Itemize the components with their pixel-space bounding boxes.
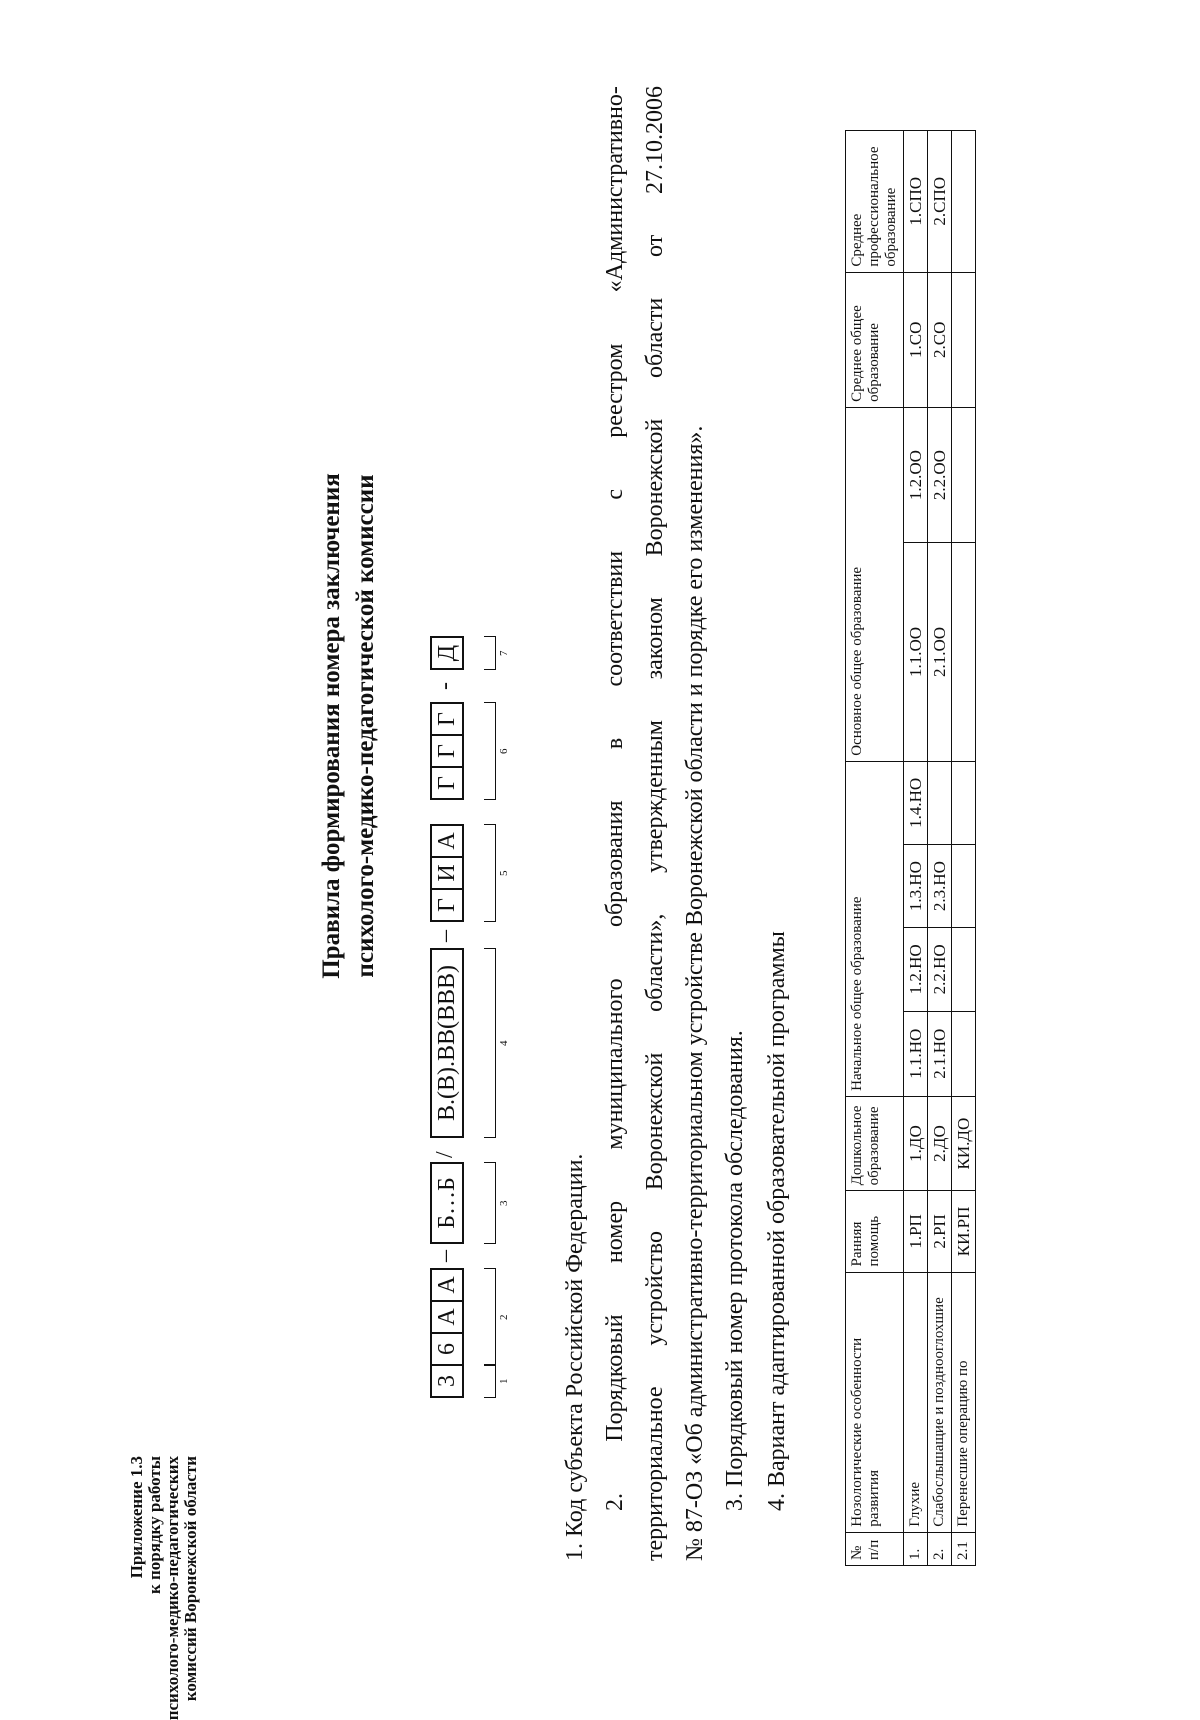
bracket-number: 2 [498, 1314, 510, 1320]
code-separator: - [432, 682, 458, 690]
row-nosology: Слабослышащие и позднооглохшие [928, 1272, 952, 1532]
item-2-word: номер [602, 1200, 628, 1264]
table-cell [952, 272, 976, 407]
appendix-line-1: Приложение 1.3 [127, 1456, 146, 1579]
code-box: Г [430, 766, 464, 800]
bracket-number: 1 [498, 1378, 510, 1384]
header-nosology: Нозологические особенности развития [846, 1272, 904, 1532]
bracket-3 [484, 1162, 496, 1244]
code-box: И [430, 856, 464, 890]
table-cell: 2.3.НО [928, 845, 952, 928]
title-line-1: Правила формирования номера заключения [318, 473, 345, 979]
header-primary: Начальное общее образование [846, 761, 904, 1096]
table-cell [928, 761, 952, 844]
code-box: 6 [430, 1332, 464, 1366]
table-cell: КИ.РП [952, 1191, 976, 1272]
item-2-word: с [602, 488, 628, 500]
table-cell: 1.1.НО [904, 1011, 928, 1096]
bracket-number: 5 [498, 870, 510, 876]
row-num: 2.1 [952, 1532, 976, 1565]
item-2-word: «Административно- [602, 86, 628, 293]
table-cell: 1.2.НО [904, 928, 928, 1011]
table-cell: 1.2.ОО [904, 407, 928, 542]
header-secondary: Среднее общее образование [846, 272, 904, 407]
row-num: 2. [928, 1532, 952, 1565]
item-2-word: 27.10.2006 [642, 86, 668, 195]
table-cell: 1.1.ОО [904, 543, 928, 762]
table-cell [952, 543, 976, 762]
header-num: № п/п [846, 1532, 904, 1565]
item-2-word: области», [642, 913, 668, 1012]
table-cell: 2.2.НО [928, 928, 952, 1011]
table-header-row [846, 131, 904, 1566]
item-1: 1. Код субъекта Российской Федерации. [562, 1153, 588, 1561]
bracket-number: 6 [498, 748, 510, 754]
table-cell [952, 845, 976, 928]
table-row [904, 131, 928, 1566]
header-preschool: Дошкольное образование [846, 1096, 904, 1191]
table-cell: 1.РП [904, 1191, 928, 1272]
header-early-help: Ранняя помощь [846, 1191, 904, 1272]
row-num: 1. [904, 1532, 928, 1565]
table-cell [952, 407, 976, 542]
code-box: А [430, 824, 464, 858]
item-2-word: муниципального [602, 978, 628, 1150]
item-3: 3. Порядковый номер протокола обследования. [722, 1030, 748, 1511]
item-2-word: законом [642, 597, 668, 680]
code-separator: / [432, 1151, 458, 1158]
table-row [928, 131, 952, 1566]
row-nosology: Глухие [904, 1272, 928, 1532]
bracket-1 [484, 1364, 496, 1398]
table-cell: 2.РП [928, 1191, 952, 1272]
row-nosology: Перенесшие операцию по [952, 1272, 976, 1532]
table-row [952, 131, 976, 1566]
title-line-2: психолого-медико-педагогической комиссии [352, 474, 379, 978]
bracket-number: 4 [498, 1040, 510, 1046]
item-2-word: устройство [642, 1231, 668, 1346]
code-box: А [430, 1268, 464, 1302]
item-2-word: 2. [602, 1493, 628, 1511]
item-2-line-1 [600, 86, 630, 1511]
bracket-number: 3 [498, 1200, 510, 1206]
aop-variants-table [845, 130, 976, 1566]
table-cell: 1.СПО [904, 131, 928, 273]
table-cell [952, 131, 976, 273]
table-cell [952, 1011, 976, 1096]
table-cell: 2.ДО [928, 1096, 952, 1191]
table-cell: 1.4.НО [904, 761, 928, 844]
item-2-word: территориальное [642, 1386, 668, 1561]
code-box: Д [430, 636, 464, 670]
code-box: Г [430, 702, 464, 736]
item-2-line-3: № 87-ОЗ «Об административно-территориальном устройстве Воронежской области и порядке его изменения». [682, 425, 708, 1561]
table-cell [952, 928, 976, 1011]
appendix-line-4: комиссий Воронежской области [181, 1456, 200, 1702]
code-separator: – [432, 1250, 458, 1262]
item-2-word: образования [602, 800, 628, 928]
table-cell: 2.1.ОО [928, 543, 952, 762]
table-cell: 2.2.ОО [928, 407, 952, 542]
bracket-5 [484, 824, 496, 922]
item-2-word: в [602, 737, 628, 750]
item-2-word: Порядковый [602, 1314, 628, 1442]
item-2-word: соответствии [602, 550, 628, 687]
bracket-6 [484, 702, 496, 800]
item-2-word: Воронежской [642, 418, 668, 557]
table-cell: 2.1.НО [928, 1011, 952, 1096]
code-box: 3 [430, 1364, 464, 1398]
item-4: 4. Вариант адаптированной образовательной программы [764, 931, 790, 1511]
bracket-4 [484, 948, 496, 1138]
appendix-line-3: психолого-медико-педагогических [163, 1456, 182, 1720]
item-2-word: от [642, 234, 668, 257]
table-cell [952, 761, 976, 844]
table-cell: КИ.ДО [952, 1096, 976, 1191]
table-cell: 1.3.НО [904, 845, 928, 928]
table-cell: 1.ДО [904, 1096, 928, 1191]
table-cell: 2.СПО [928, 131, 952, 273]
header-professional: Среднее профессиональное образование [846, 131, 904, 273]
code-box: В.(В).ВВ(ВВВ) [430, 948, 464, 1138]
bracket-number: 7 [498, 650, 510, 656]
item-2-word: области [642, 297, 668, 378]
table-cell: 1.СО [904, 272, 928, 407]
header-basic: Основное общее образование [846, 407, 904, 761]
code-box: Г [430, 734, 464, 768]
bracket-2 [484, 1268, 496, 1366]
code-separator: – [432, 930, 458, 942]
item-2-word: утвержденным [642, 720, 668, 873]
item-2-line-2 [640, 86, 670, 1561]
appendix-line-2: к порядку работы [145, 1456, 164, 1595]
item-2-word: реестром [602, 343, 628, 438]
item-2-word: Воронежской [642, 1052, 668, 1191]
bracket-7 [484, 636, 496, 670]
code-box: Б…Б [430, 1162, 464, 1244]
code-box: Г [430, 888, 464, 922]
table-cell: 2.СО [928, 272, 952, 407]
code-box: А [430, 1300, 464, 1334]
